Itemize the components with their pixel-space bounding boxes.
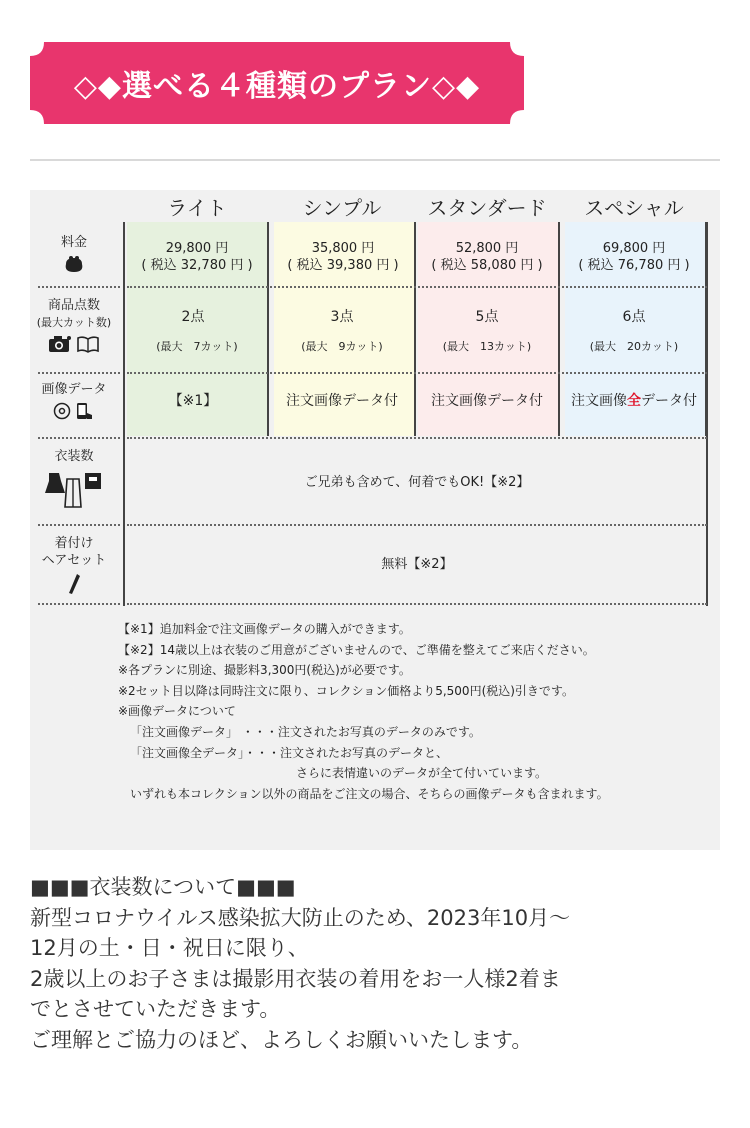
items-standard: 5点 [475,309,499,325]
image-data-special: 注文画像全データ付 [571,393,697,409]
cuts-simple: (最大 9カット) [301,340,383,353]
plan-name-light: ライト [167,196,227,220]
divider [30,159,720,161]
note-line: ※各プランに別途、撮影料3,300円(税込)が必要です。 [118,663,411,678]
cuts-standard: (最大 13カット) [442,340,532,353]
row-label-items: 商品点数 (最大カット数) [30,297,118,353]
row-label-price: 料金 [30,234,118,273]
row-label-image-data: 画像データ [30,381,118,420]
row-divider [127,524,707,526]
row-divider [127,286,707,288]
plan-name-special: スペシャル [584,196,684,220]
note-line: 「注文画像データ」 ・・・注文されたお写真のデータのみです。 [130,724,481,739]
disc-icon [53,402,71,420]
note-line: 「注文画像全データ」・・・注文されたお写真のデータと、 [130,745,449,760]
row-divider [38,437,120,439]
row-label-dressing: 着付け ヘアセット [30,535,118,595]
row-label-costume: 衣装数 [30,448,118,509]
price-standard: 52,800 円 ( 税込 58,080 円 ) [431,241,543,273]
plan-name-simple: シンプル [302,196,382,220]
table-right-border [706,222,708,606]
image-data-light: 【※1】 [168,393,218,409]
row-divider [38,603,120,605]
camera-icon [48,335,72,353]
plan-name-standard: スタンダード [427,196,547,220]
row-divider [127,372,707,374]
dressing-text: 無料【※2】 [381,557,453,572]
notice-line: ご理解とご協力のほど、よろしくお願いいたします。 [30,1027,533,1052]
book-icon [76,335,100,353]
costume-notice [30,872,730,1055]
smartphone-icon [75,402,95,420]
hair-comb-icon [66,573,82,595]
image-data-simple: 注文画像データ付 [286,393,398,409]
row-divider [127,437,707,439]
row-divider [38,524,120,526]
items-special: 6点 [622,309,646,325]
note-line: ※画像データについて [118,704,236,719]
notice-line: 12月の土・日・祝日に限り、 [30,936,309,960]
cuts-special: (最大 20カット) [589,340,679,353]
note-line: 【※1】追加料金で注文画像データの購入ができます。 [118,622,411,636]
banner-title: ◇◆選べる４種類のプラン◇◆ [73,69,481,104]
notice-line: でとさせていただきます。 [30,997,281,1021]
price-special: 69,800 円 ( 税込 76,780 円 ) [578,241,690,273]
note-line: さらに表情違いのデータが全て付いています。 [296,766,548,781]
table-left-border [123,222,125,606]
notice-line: ■■■衣装数について■■■ [30,875,296,899]
items-light: 2点 [181,309,205,325]
costumes-icon [45,469,103,509]
note-line: いずれも本コレクション以外の商品をご注文の場合、そちらの画像データも含まれます。 [130,786,609,801]
row-divider [38,372,120,374]
plan-banner [30,42,524,124]
items-simple: 3点 [330,309,354,325]
price-light: 29,800 円 ( 税込 32,780 円 ) [141,241,253,273]
notice-line: 新型コロナウイルス感染拡大防止のため、2023年10月〜 [30,905,571,930]
row-divider [127,603,707,605]
price-simple: 35,800 円 ( 税込 39,380 円 ) [287,241,399,273]
notes [118,619,708,804]
purse-icon [63,255,85,273]
costume-text: ご兄弟も含めて、何着でもOK!【※2】 [304,475,530,490]
note-line: ※2セット目以降は同時注文に限り、コレクション価格より5,500円(税込)引きです。 [118,683,574,698]
notice-line: 2歳以上のお子さまは撮影用衣装の着用をお一人様2着ま [30,966,561,991]
cuts-light: (最大 7カット) [156,340,238,353]
image-data-standard: 注文画像データ付 [431,393,543,409]
row-divider [38,286,120,288]
note-line: 【※2】14歳以上は衣装のご用意がございませんので、ご準備を整えてご来店ください。 [118,642,595,657]
